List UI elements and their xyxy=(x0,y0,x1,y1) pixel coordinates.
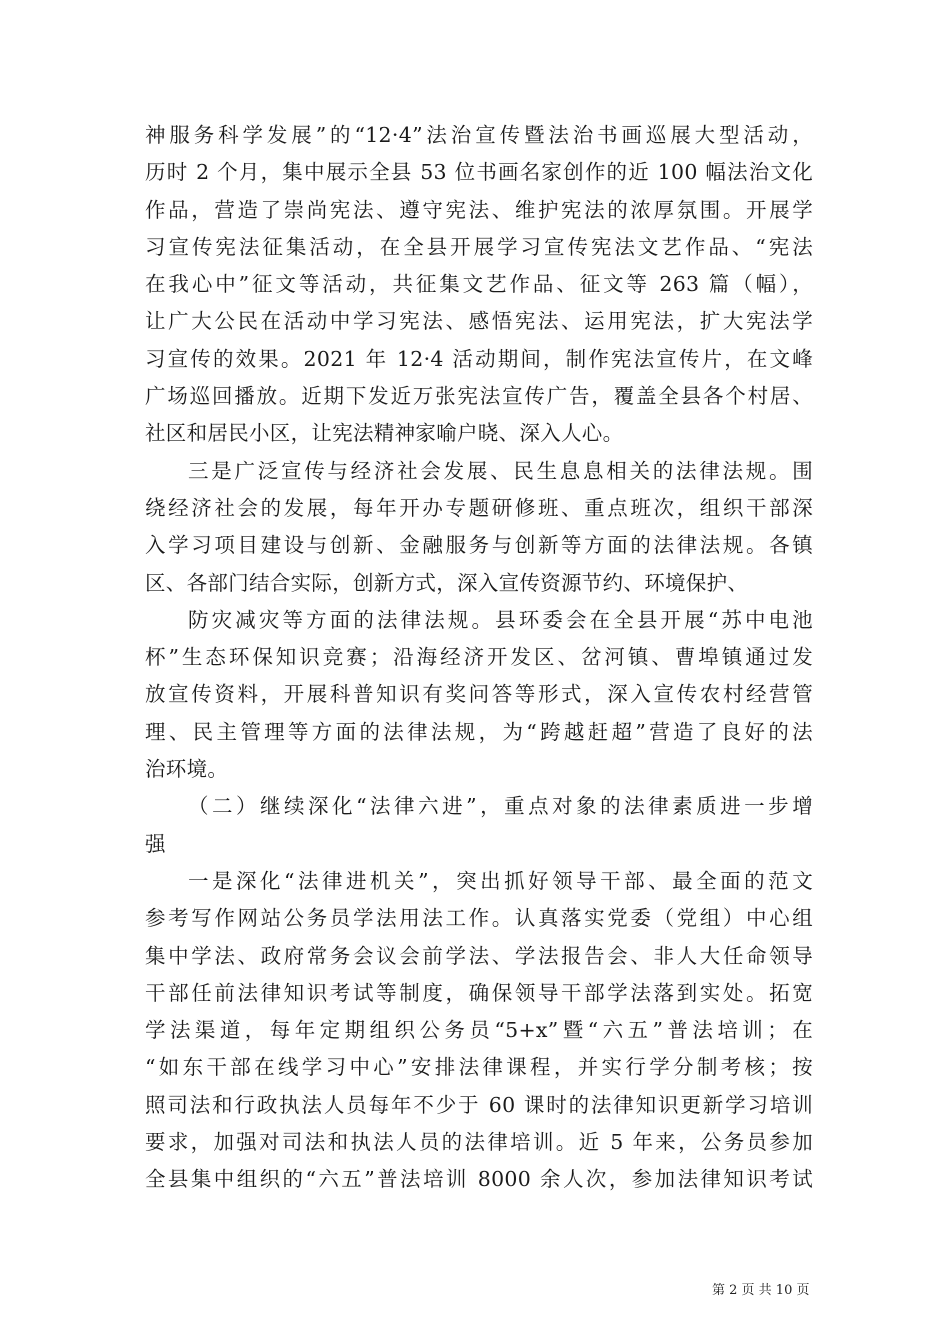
text-line: 要求，加强对司法和执法人员的法律培训。近 5 年来，公务员参加 xyxy=(145,1130,813,1155)
text-line: 让广大公民在活动中学习宪法、感悟宪法、运用宪法，扩大宪法学 xyxy=(145,309,813,334)
paragraph-first-line: 一是深化“法律进机关”，突出抓好领导干部、最全面的范文 xyxy=(188,868,813,893)
text-line: 区、各部门结合实际，创新方式，深入宣传资源节约、环境保护、 xyxy=(145,570,749,595)
text-line: 绕经济社会的发展，每年开办专题研修班、重点班次，组织干部深 xyxy=(145,495,813,520)
text-line: 放宣传资料，开展科普知识有奖问答等形式，深入宣传农村经营管 xyxy=(145,682,813,707)
text-line: 广场巡回播放。近期下发近万张宪法宣传广告，覆盖全县各个村居、 xyxy=(145,384,813,409)
text-line: 参考写作网站公务员学法用法工作。认真落实党委（党组）中心组 xyxy=(145,906,813,931)
section-heading: （二）继续深化“法律六进”，重点对象的法律素质进一步增 xyxy=(188,794,813,819)
text-line: 历时 2 个月，集中展示全县 53 位书画名家创作的近 100 幅法治文化 xyxy=(145,160,813,185)
text-line: 理、民主管理等方面的法律法规，为“跨越赶超”营造了良好的法 xyxy=(145,719,813,744)
text-line: 入学习项目建设与创新、金融服务与创新等方面的法律法规。各镇 xyxy=(145,533,813,558)
text-line: 习宣传的效果。2021 年 12·4 活动期间，制作宪法宣传片，在文峰 xyxy=(145,346,813,371)
text-line: 作品，营造了崇尚宪法、遵守宪法、维护宪法的浓厚氛围。开展学 xyxy=(145,197,813,222)
text-line: 全县集中组织的“六五”普法培训 8000 余人次，参加法律知识考试 xyxy=(145,1167,813,1192)
text-line: 在我心中”征文等活动，共征集文艺作品、征文等 263 篇（幅）， xyxy=(145,272,813,297)
text-line: 学法渠道，每年定期组织公务员“5+x”暨“六五”普法培训；在 xyxy=(145,1018,813,1043)
paragraph-first-line: 防灾减灾等方面的法律法规。县环委会在全县开展“苏中电池 xyxy=(188,607,813,632)
text-line: 习宣传宪法征集活动，在全县开展学习宣传宪法文艺作品、“宪法 xyxy=(145,234,813,259)
text-line: 治环境。 xyxy=(145,757,229,782)
paragraph-first-line: 三是广泛宣传与经济社会发展、民生息息相关的法律法规。围 xyxy=(188,458,813,483)
body-text xyxy=(145,117,813,1199)
text-line: 杯”生态环保知识竞赛；沿海经济开发区、岔河镇、曹埠镇通过发 xyxy=(145,645,813,670)
text-line: “如东干部在线学习中心”安排法律课程，并实行学分制考核；按 xyxy=(145,1055,813,1080)
section-heading-continued: 强 xyxy=(145,831,166,856)
text-line: 集中学法、政府常务会议会前学法、学法报告会、非人大任命领导 xyxy=(145,943,813,968)
text-line: 干部任前法律知识考试等制度，确保领导干部学法落到实处。拓宽 xyxy=(145,980,813,1005)
text-line: 神服务科学发展”的“12·4”法治宣传暨法治书画巡展大型活动， xyxy=(145,123,813,147)
text-line: 照司法和行政执法人员每年不少于 60 课时的法律知识更新学习培训 xyxy=(145,1092,813,1117)
page-number: 第 2 页 共 10 页 xyxy=(712,1283,810,1298)
text-line: 社区和居民小区，让宪法精神家喻户晓、深入人心。 xyxy=(145,421,624,446)
